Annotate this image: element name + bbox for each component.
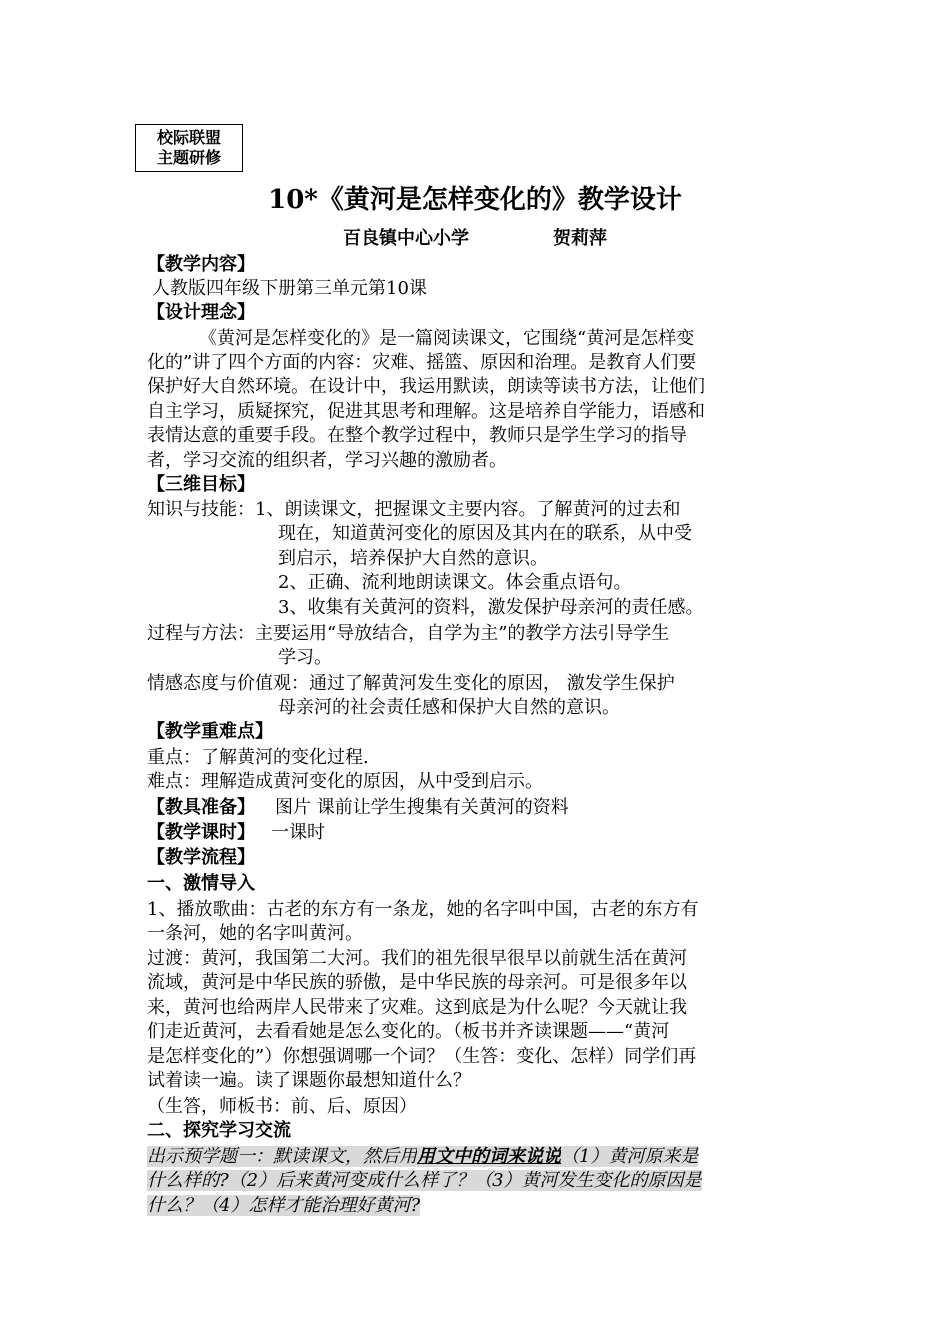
school-name: 百良镇中心小学 <box>343 228 469 249</box>
goal-line: 知识与技能：1、朗读课文，把握课文主要内容。了解黄河的过去和 <box>147 499 681 520</box>
pre-study-line <box>147 1144 827 1170</box>
concept-line: 者，学习交流的组织者，学习兴趣的激励者。 <box>147 450 507 471</box>
author-name: 贺莉萍 <box>553 228 607 249</box>
hours-text: 一课时 <box>271 822 325 843</box>
heading-goals: 【三维目标】 <box>147 474 255 495</box>
part1-line: 1、播放歌曲：古老的东方有一条龙，她的名字叫中国，古老的东方有 <box>147 899 699 920</box>
concept-line: 保护好大自然环境。在设计中，我运用默读，朗读等读书方法，让他们 <box>147 376 705 397</box>
goal-line: 母亲河的社会责任感和保护大自然的意识。 <box>278 697 620 718</box>
heading-keypoints: 【教学重难点】 <box>147 721 273 742</box>
part1-line: 过渡：黄河，我国第二大河。我们的祖先很早很早以前就生活在黄河 <box>147 948 687 969</box>
author-line <box>0 226 950 252</box>
tools-line <box>147 795 827 821</box>
goal-line: 到启示，培养保护大自然的意识。 <box>278 548 548 569</box>
pre-study-text: 什么样的?（2）后来黄河变成什么样了？（3）黄河发生变化的原因是 <box>147 1170 702 1191</box>
pre-study-text: （1）黄河原来是 <box>561 1146 699 1167</box>
seal-line-2: 主题研修 <box>156 148 221 167</box>
tools-text: 图片 课前让学生搜集有关黄河的资料 <box>275 797 569 818</box>
heading-concept: 【设计理念】 <box>147 302 255 323</box>
seal-box <box>135 124 243 172</box>
pre-study-line <box>147 1193 827 1219</box>
pre-study-text: 什么？（4）怎样才能治理好黄河? <box>147 1195 421 1216</box>
part1-line: （生答，师板书：前、后、原因） <box>147 1096 417 1117</box>
concept-line: 化的”讲了四个方面的内容：灾难、摇篮、原因和治理。是教育人们要 <box>147 352 697 373</box>
heading-hours: 【教学课时】 <box>147 822 255 843</box>
pre-study-line <box>147 1168 827 1194</box>
goal-line: 现在，知道黄河变化的原因及其内在的联系，从中受 <box>278 523 692 544</box>
content-text: 人教版四年级下册第三单元第10课 <box>152 278 427 299</box>
goal-line: 情感态度与价值观：通过了解黄河发生变化的原因， 激发学生保护 <box>147 673 675 694</box>
part1-line: 们走近黄河，去看看她是怎么变化的。（板书并齐读课题——“黄河 <box>147 1021 670 1042</box>
key-point: 重点：了解黄河的变化过程. <box>147 747 369 768</box>
page-title: 10*《黄河是怎样变化的》教学设计 <box>268 185 682 215</box>
concept-line: 表情达意的重要手段。在整个教学过程中，教师只是学生学习的指导 <box>147 425 687 446</box>
heading-flow: 【教学流程】 <box>147 847 255 868</box>
part1-line: 流域，黄河是中华民族的骄傲，是中华民族的母亲河。可是很多年以 <box>147 972 687 993</box>
hours-line <box>147 820 827 846</box>
seal-line-1: 校际联盟 <box>156 128 221 147</box>
goal-line: 学习。 <box>278 647 332 668</box>
part1-line: 来，黄河也给两岸人民带来了灾难。这到底是为什么呢？今天就让我 <box>147 997 687 1018</box>
heading-tools: 【教具准备】 <box>147 797 255 818</box>
concept-line: 《黄河是怎样变化的》是一篇阅读课文，它围绕“黄河是怎样变 <box>199 328 695 349</box>
part1-heading: 一、激情导入 <box>147 873 255 894</box>
pre-study-emphasis: 用文中的词来说说 <box>417 1146 561 1167</box>
concept-line: 自主学习，质疑探究，促进其思考和理解。这是培养自学能力，语感和 <box>147 401 705 422</box>
pre-study-text: 出示预学题一：默读课文，然后用 <box>147 1146 417 1167</box>
difficult-point: 难点：理解造成黄河变化的原因，从中受到启示。 <box>147 771 543 792</box>
part2-heading: 二、探究学习交流 <box>147 1120 291 1141</box>
heading-content: 【教学内容】 <box>147 254 255 275</box>
goal-line: 过程与方法：主要运用“导放结合，自学为主”的教学方法引导学生 <box>147 623 670 644</box>
part1-line: 一条河，她的名字叫黄河。 <box>147 923 363 944</box>
goal-line: 3、收集有关黄河的资料，激发保护母亲河的责任感。 <box>278 597 704 618</box>
part1-line: 是怎样变化的”）你想强调哪一个词？（生答：变化、怎样）同学们再 <box>147 1046 697 1067</box>
part1-line: 试着读一遍。读了课题你最想知道什么？ <box>147 1070 471 1091</box>
goal-line: 2、正确、流利地朗读课文。体会重点语句。 <box>278 572 632 593</box>
